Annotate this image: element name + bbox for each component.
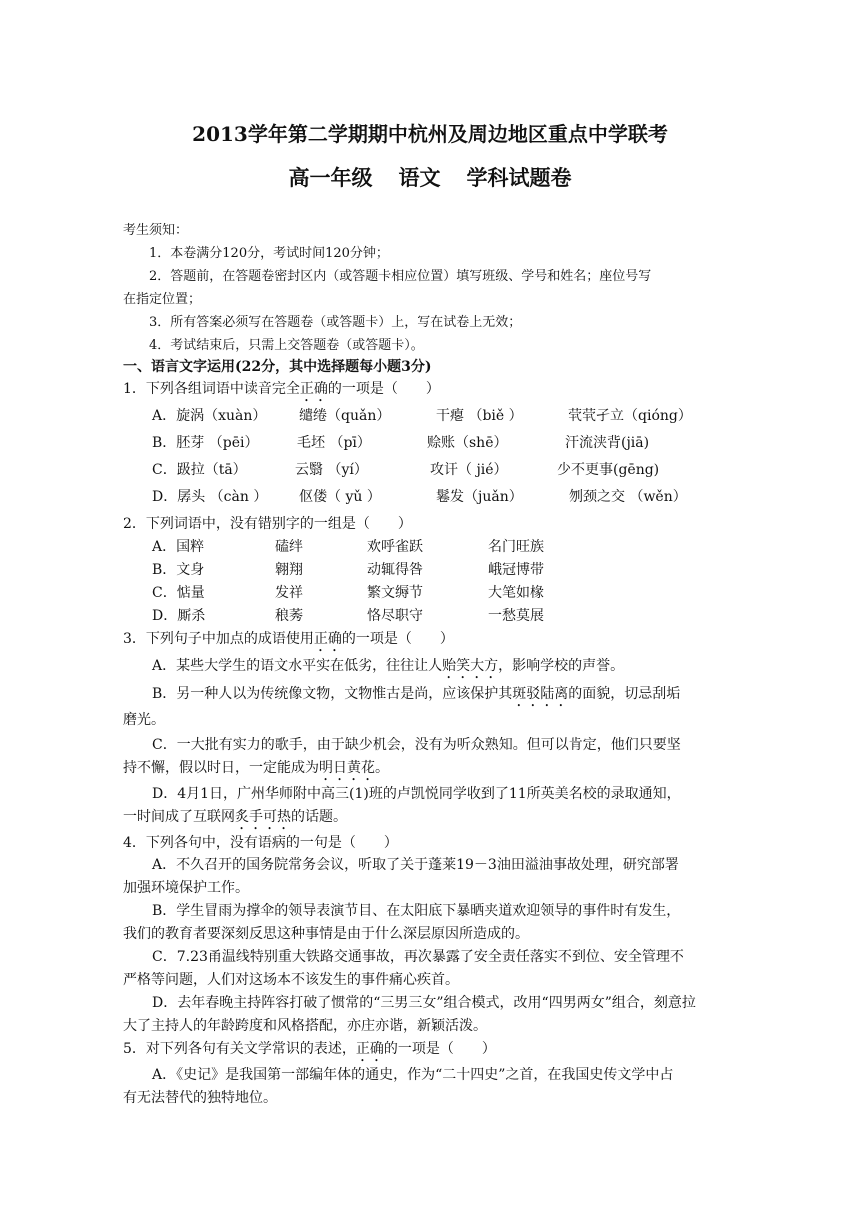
q2-option: 欢呼雀跃 (367, 539, 423, 555)
q2-option: 磕绊 (275, 539, 303, 555)
q2-option: D．厮杀 (152, 608, 206, 624)
question-3-stem: 3．下列句子中加点的成语使用正确的一项是（ ） (123, 631, 454, 647)
notice-item: 2．答题前，在答题卷密封区内（或答题卡相应位置）填写班级、学号和姓名；座位号写 (149, 269, 652, 284)
q1-option: 刎颈之交 （wěn） (569, 489, 687, 505)
q1-option: B．胚芽 （pēi） (152, 435, 259, 451)
q3-option-c: C．一大批有实力的歌手，由于缺少机会，没有为听众熟知。但可以肯定，他们只要坚 (152, 737, 681, 753)
q1-option: 赊账（shē） (427, 435, 508, 451)
q2-option: 稂莠 (275, 608, 303, 624)
q1-option: 汗流浃背(jiā) (565, 435, 650, 451)
q2-option: 发祥 (275, 585, 303, 601)
subtitle-subject: 语文 (398, 165, 441, 190)
q1-option: 攻讦（ jié） (430, 462, 508, 478)
q2-option: C．惦量 (152, 585, 205, 601)
q4-line: 大了主持人的年龄跨度和风格搭配，亦庄亦谐，新颖活泼。 (123, 1018, 487, 1034)
q1-option: 毛坯 （pī） (297, 435, 371, 451)
q3-option-a: A．某些大学生的语文水平实在低劣，往往让人贻笑大方，影响学校的声誉。 (152, 658, 625, 674)
q2-option: 动辄得咎 (367, 562, 423, 578)
q1-option: 少不更事(gēng) (557, 462, 660, 478)
section-heading: 一、语言文字运用(22分，其中选择题每小题3分) (123, 359, 432, 375)
notice-heading: 考生须知： (123, 223, 189, 238)
notice-item: 4．考试结束后，只需上交答题卷（或答题卡）。 (149, 338, 424, 353)
q1-option: C．趿拉（tā） (152, 462, 247, 478)
q4-line: B．学生冒雨为撑伞的领导表演节目、在太阳底下暴晒夹道欢迎领导的事件时有发生， (152, 903, 681, 919)
q1-option: 茕茕孑立（qióng） (568, 408, 692, 424)
q4-line: A．不久召开的国务院常务会议，听取了关于蓬莱19－3油田溢油事故处理，研究部署 (152, 857, 679, 873)
question-4-stem: 4．下列各句中，没有语病的一句是（ ） (123, 835, 398, 851)
q5-line: A．《史记》是我国第一部编年体的通史，作为“二十四史”之首，在我国史传文学中占 (152, 1067, 674, 1083)
q3-option-c-cont: 持不懈，假以时日，一定能成为明日黄花。 (123, 760, 389, 776)
q2-option: 恪尽职守 (367, 608, 423, 624)
q1-option: 伛偻（ yǔ ） (299, 489, 381, 505)
q2-option: 繁文缛节 (367, 585, 423, 601)
q1-option: D．孱头 （càn ） (152, 489, 268, 505)
question-5-stem: 5．对下列各句有关文学常识的表述，正确的一项是（ ） (123, 1041, 496, 1057)
q1-option: 鬈发（juǎn） (436, 489, 523, 505)
notice-item: 3．所有答案必须写在答题卷（或答题卡）上，写在试卷上无效； (149, 315, 522, 330)
q3-option-d-cont: 一时间成了互联网炙手可热的话题。 (123, 809, 347, 825)
q2-option: 一愁莫展 (488, 608, 544, 624)
subtitle-tail: 学科试题卷 (466, 165, 572, 190)
q4-line: C．7.23甬温线特别重大铁路交通事故，再次暴露了安全责任落实不到位、安全管理不 (152, 949, 684, 965)
question-1-stem: 1．下列各组词语中读音完全正确的一项是（ ） (123, 381, 440, 397)
q1-option: A．旋涡（xuàn） (152, 408, 267, 424)
q5-line: 有无法替代的独特地位。 (123, 1090, 277, 1106)
q1-option: 缱绻（quǎn） (299, 408, 391, 424)
subtitle-grade: 高一年级 (288, 165, 373, 190)
q2-option: A．国粹 (152, 539, 205, 555)
q3-option-b: B．另一种人以为传统像文物，文物惟古是尚，应该保护其斑驳陆离的面貌，切忌刮垢 (152, 686, 681, 702)
exam-subtitle (0, 162, 860, 192)
q1-option: 云翳 （yí） (295, 462, 368, 478)
notice-item: 在指定位置； (123, 292, 202, 307)
q2-option: 名门旺族 (488, 539, 544, 555)
q3-option-b-cont: 磨光。 (123, 712, 165, 728)
q3-option-d: D．4月1日，广州华师附中高三(1)班的卢凯悦同学收到了11所英美名校的录取通知， (152, 786, 681, 802)
q1-option: 干瘪 （biě ） (436, 408, 523, 424)
q4-line: 我们的教育者要深刻反思这种事情是由于什么深层原因所造成的。 (123, 926, 529, 942)
notice-item: 1．本卷满分120分，考试时间120分钟； (149, 246, 389, 261)
q2-option: B．文身 (152, 562, 205, 578)
question-2-stem: 2．下列词语中，没有错别字的一组是（ ） (123, 516, 412, 532)
q4-line: 加强环境保护工作。 (123, 880, 249, 896)
q4-line: D．去年春晚主持阵容打破了惯常的“三男三女”组合模式，改用“四男两女”组合，刻意拉 (152, 995, 696, 1011)
q2-option: 翱翔 (275, 562, 303, 578)
exam-title: 2013学年第二学期期中杭州及周边地区重点中学联考 (192, 122, 668, 146)
q2-option: 大笔如椽 (488, 585, 544, 601)
q2-option: 峨冠博带 (488, 562, 544, 578)
q4-line: 严格等问题，人们对这场本不该发生的事件痛心疾首。 (123, 972, 459, 988)
